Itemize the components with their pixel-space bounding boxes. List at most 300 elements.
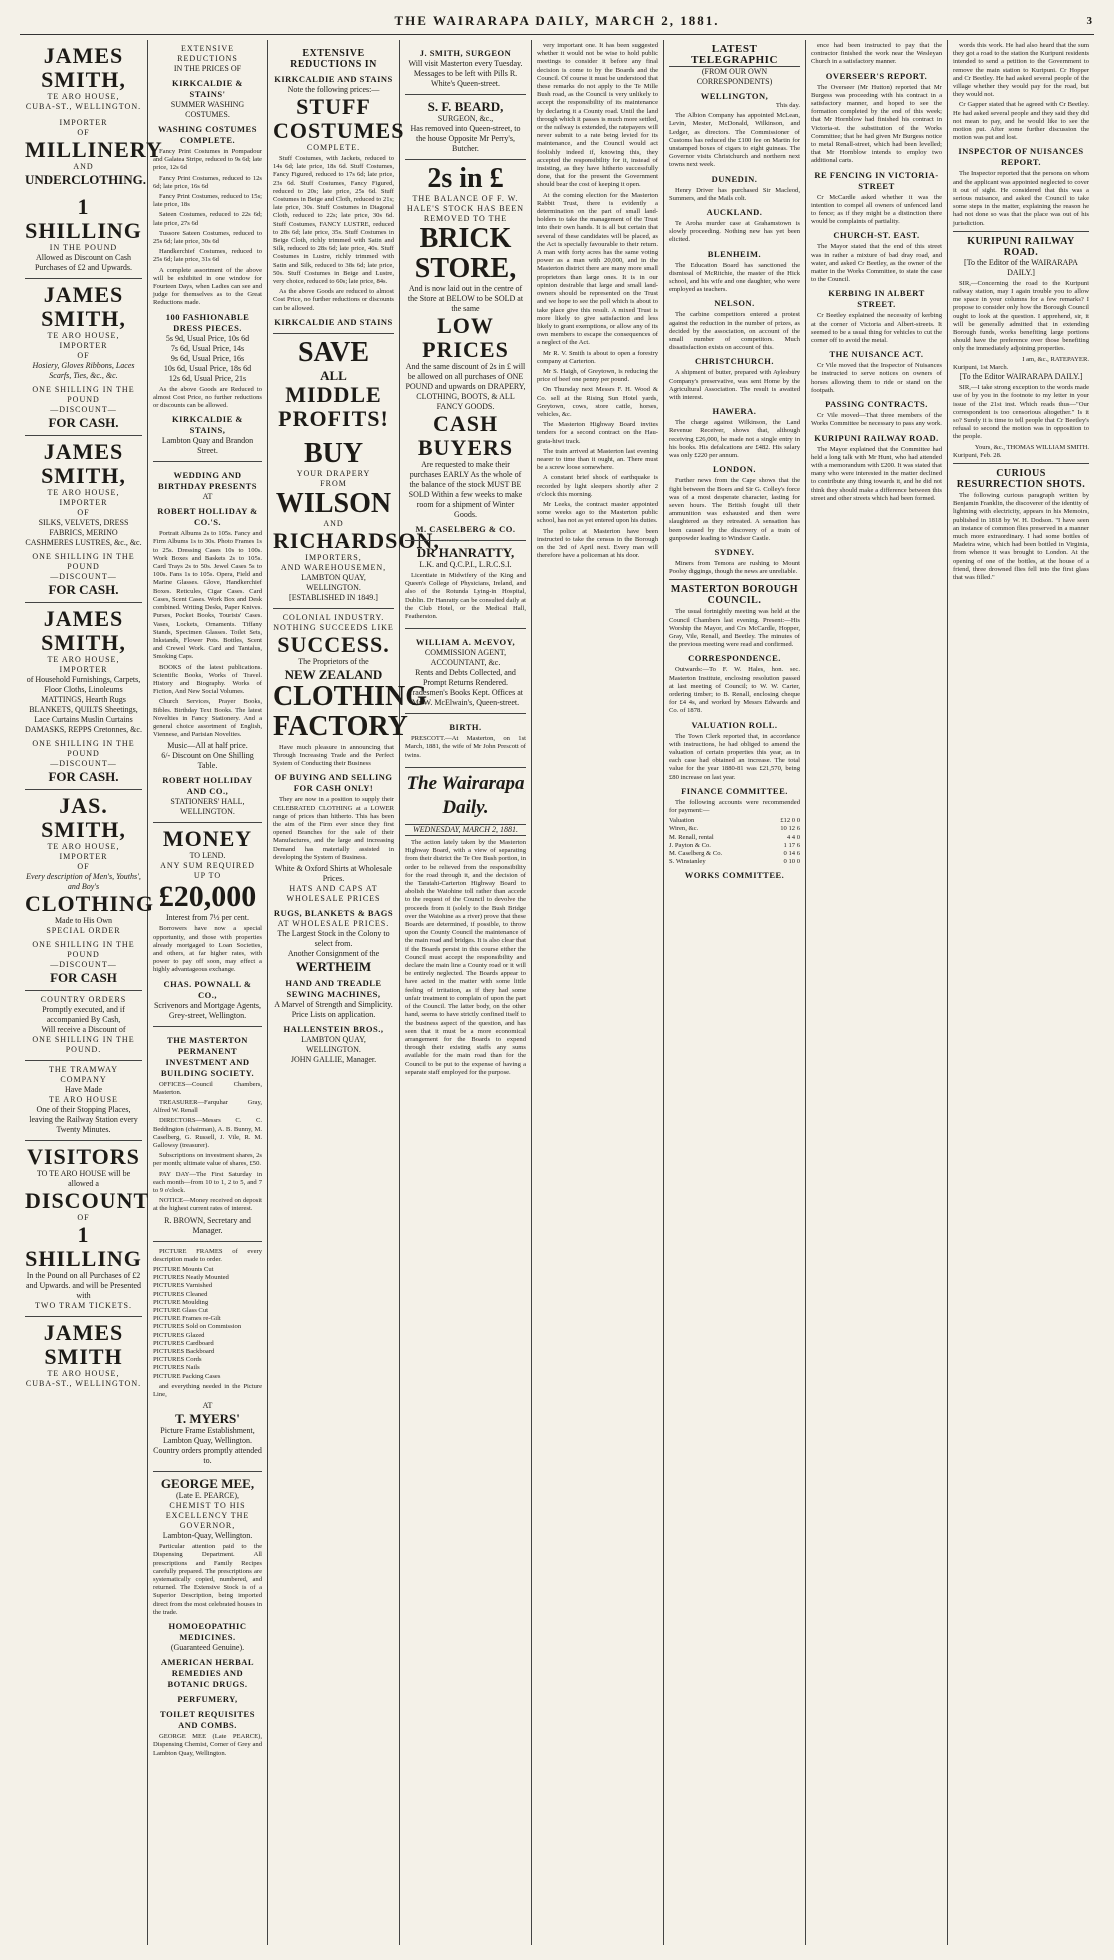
- manager: JOHN GALLIE, Manager.: [290, 1055, 377, 1065]
- article-text: At the coming election for the Masterton Rabbit Trust, there is evidently a determination on the part of small land-holders to take the management of the Trust into their own hands. It is all but certain that several of these candidates will be placed, as the Act is specially favourable to their return. A man with forty acres has the same voting power as a man with 20,000, and in the Masterton district there are many more small proprietors than large ones. It is in our opinion desirable that large and small land-owners should be represented on the Trust and we hope to see the poll which is about to take place give this result. A mixed Trust is more likely to give satisfaction and less likely to grant exemptions, or allow any of its own members to escape the consequences of a neglect of the Act.: [537, 191, 658, 347]
- wholesale: AT WHOLESALE PRICES.: [277, 919, 390, 929]
- money-firm: CHAS. POWNALL & CO.,: [163, 978, 252, 1000]
- sydney-head: SYDNEY.: [714, 546, 755, 557]
- ad-wilson-richardson: [273, 334, 440, 609]
- largest: The Largest Stock in the Colony to select from.: [277, 929, 390, 949]
- complete: COMPLETE.: [306, 143, 361, 152]
- ad-of: OF: [77, 351, 90, 360]
- hawera-head: HAWERA.: [712, 406, 757, 417]
- chemist-sub: (Late E. PEARCE),: [175, 1491, 240, 1501]
- news-item: Mr S. Haigh, of Greytown, is reducing the price of beef one penny per pound.: [537, 367, 658, 384]
- ad-cash: FOR CASH.: [48, 582, 119, 597]
- ad-discount: —DISCOUNT—: [50, 405, 117, 414]
- success: SUCCESS.: [277, 631, 390, 657]
- buying: OF BUYING AND SELLING FOR CASH ONLY!: [274, 772, 393, 794]
- warehouse: AND WAREHOUSEMEN,: [280, 562, 387, 572]
- passing-head: PASSING CONTRACTS.: [825, 399, 928, 410]
- nelson-body: The carbine competitors entered a protest against the reduction in the number of prizes, as decided by the association, on account of the small number of competitors. Much dissatisfaction exists on account of this.: [669, 311, 800, 352]
- ad-silks: [25, 436, 142, 603]
- news-item: Mr Leeks, the contract master appointed some weeks ago to the Masterton public school, has not as yet entered upon his duties.: [537, 500, 658, 525]
- beard-title: SURGEON, &c.,: [437, 114, 494, 123]
- account-amount: 1 17 6: [783, 841, 800, 849]
- ad-te: TE ARO HOUSE: [49, 1095, 118, 1104]
- picture-item: PICTURE Glass Cut: [153, 1307, 208, 1315]
- ad-goods: Hosiery, Gloves Ribbons, Laces Scarfs, Ties, &c., &c.: [32, 361, 135, 380]
- ad-promptly: Promptly executed, and if accompanied By Cash,: [42, 1005, 125, 1024]
- balance: THE BALANCE OF F. W. HALE'S STOCK HAS BEEN REMOVED TO THE: [406, 194, 525, 223]
- ad-have: Have Made: [64, 1085, 103, 1094]
- account-item: M. Renall, rental: [669, 833, 714, 841]
- letter-body: SIR,—Concerning the road to the Kuripuni railway station, may I again trouble you to allow me space in your columns for a few remarks? I propose to consider only how the Borough Council ought to look at the question. I apprehend, sir, it will be generally admitted that in extending Borough funds, works benefiting large portions should have the preference over those benefiting only the immediately adjoining properties.: [953, 279, 1089, 353]
- picture-item: PICTURES Glazed: [153, 1331, 205, 1339]
- ad-discount: —DISCOUNT—: [50, 960, 117, 969]
- kuripuni-body: The Mayor explained that the Committee had held a long talk with Mr Hunt, who had attended with a memorandum with £200. It was stated that many who were interested in the matter declined to contribute any thing towards it, and he did not think they should make a difference between this street and other streets which had been formed.: [811, 445, 942, 502]
- wedding-at: AT: [202, 492, 213, 502]
- birth-notice: [405, 714, 526, 768]
- kuripuni-head: KURIPUNI RAILWAY ROAD.: [814, 432, 939, 443]
- wertheim: WERTHEIM: [295, 959, 372, 975]
- cash-note: Are requested to make their purchases EARLY As the whole of the balance of the stock MUST BE SOLD Within a few weeks to make room for a shipment of Winter Goods.: [408, 460, 523, 519]
- firm: M. CASELBERG & CO.: [415, 524, 516, 534]
- wellington-day: This day.: [775, 102, 800, 109]
- ad-name: JAMES SMITH,: [41, 282, 126, 331]
- account-row: [669, 850, 800, 858]
- ad-visitors-title: VISITORS: [27, 1144, 140, 1169]
- church-head: CHURCH-ST. EAST.: [833, 230, 920, 241]
- head: EXTENSIVE REDUCTIONS IN: [290, 48, 377, 70]
- valuation-body: The Town Clerk reported that, in accordance with instructions, he had obliged to amend the valuation of certain properties this year, as in each case had obtained an increase. The total value for the year 1880-81 was £21,570, being £80 increase on last year.: [669, 732, 800, 781]
- ad-cash: FOR CASH.: [48, 769, 119, 784]
- column-6: [664, 40, 806, 1945]
- ad-of: OF: [77, 862, 90, 871]
- letter-sign: I am, &c., RATEPAYER.: [1022, 355, 1089, 363]
- ad-importer: IMPORTER: [59, 118, 108, 127]
- ad-one: One of their Stopping Places, leaving the Railway Station every Twenty Minutes.: [29, 1105, 138, 1134]
- ad-of: OF: [77, 128, 90, 137]
- ad-goods: SILKS, VELVETS, DRESS FABRICS, MERINO CASHMERES LUSTRES, &c., &c.: [25, 518, 142, 547]
- picture-item: PICTURES Cardboard: [153, 1339, 214, 1347]
- homeopathic: HOMOEOPATHIC MEDICINES.: [168, 1621, 247, 1643]
- ad-line1: CLOTHING: [25, 891, 155, 916]
- pictures-head: PICTURE FRAMES of every description made to order.: [153, 1247, 262, 1263]
- ad-importer: IMPORTER: [59, 852, 108, 861]
- ad-place: TE ARO HOUSE,: [47, 1369, 120, 1378]
- firm-sub: SUMMER WASHING COSTUMES.: [170, 100, 245, 119]
- price: 2s in £: [427, 163, 504, 194]
- account-row: [669, 858, 800, 866]
- hallen: HALLENSTEIN BROS.,: [283, 1024, 384, 1035]
- proprietors: The Proprietors of the: [298, 656, 369, 666]
- auckland-body: Te Aroha murder case at Grahamstown is slowly proceeding. Nothing new has yet been elicited.: [669, 220, 800, 244]
- ad-offer: ONE SHILLING IN THE POUND: [32, 940, 135, 959]
- ad-stuff-costumes: [273, 40, 405, 334]
- picture-item: PICTURE Frames re-Gilt: [153, 1315, 221, 1323]
- reductions-sub: IN THE PRICES OF: [173, 64, 242, 73]
- ad-clothing-factory: [273, 609, 428, 1070]
- christchurch-head: CHRISTCHURCH.: [695, 356, 774, 367]
- toilet: TOILET REQUISITES AND COMBS.: [160, 1709, 255, 1731]
- hanratty-title: L.K. and Q.C.P.I., L.R.C.S.I.: [419, 560, 512, 569]
- ad-footer-smith: [25, 1317, 142, 1394]
- and: AND: [323, 518, 344, 528]
- letter2-to: [To the Editor WAIRARAPA DAILY.]: [959, 372, 1083, 382]
- ad-visitors: [25, 1141, 150, 1317]
- birth-head: BIRTH.: [449, 722, 482, 733]
- dunedin-head: DUNEDIN.: [711, 173, 758, 184]
- hanratty-name: DR HANRATTY,: [416, 545, 515, 560]
- colonial: COLONIAL INDUSTRY.: [282, 612, 385, 622]
- myers-sub: Picture Frame Establishment, Lambton Quay, Wellington. Country orders promptly attended to.: [153, 1426, 262, 1466]
- picture-item: PICTURES Cleaned: [153, 1290, 208, 1298]
- importers: IMPORTERS,: [305, 552, 362, 562]
- white: White & Oxford Shirts at Wholesale Prices.: [275, 864, 392, 884]
- news-item: The police at Masterton have been instructed to take the census in the Borough on the 3rd of April next. Every man will therefore have a policeman at his door.: [537, 527, 658, 560]
- myers-title: T. MYERS': [175, 1411, 240, 1427]
- dunedin-body: Henry Driver has purchased Sir Macleod, Summers, and the Mails colt.: [669, 186, 800, 202]
- account-item: S. Winstanley: [669, 858, 706, 866]
- nuisance-body: Cr Vile moved that the Inspector of Nuisances be instructed to serve notices on owners of horses allowing them to ride or stand on the footpath.: [811, 362, 942, 394]
- column-1: [20, 40, 163, 1945]
- firm2-addr: Lambton Quay and Brandon Street.: [161, 436, 254, 456]
- rugs: RUGS, BLANKETS & BAGS: [273, 908, 394, 919]
- ad-place: TE ARO HOUSE,: [47, 331, 120, 340]
- wellington-body: The Albion Company has appointed McLean, Levin, Mester, McDonald, Wilkinson, and Ledger, as directors. The Commissioner of Customs has reduced the £100 fee on Martin for unstamped boxes of cigars to eight guineas. The Governor visits Christchurch and northern next towns next week.: [669, 112, 800, 169]
- item: Fancy Print Costumes, reduced to 15s; late price, 18s: [153, 193, 262, 209]
- building-directors: DIRECTORS—Messrs C. C. Beddington (chairman), A. B. Bunny, M. Caselberg, G. Russell, J. Vile, R. M. Gallowsy (treasurer).: [153, 1117, 262, 1149]
- blenheim-body: The Education Board has sanctioned the dismissal of McRitchie, the master of the Hick school, and his wife and one daughter, who were employed as teachers.: [669, 261, 800, 294]
- council-head: MASTERTON BOROUGH COUNCIL.: [670, 584, 799, 607]
- ad-name: JAMES SMITH,: [41, 439, 126, 488]
- homeopathic-sub: (Guaranteed Genuine).: [170, 1643, 245, 1653]
- items: Stuff Costumes, with Jackets, reduced to 14s 6d; late price, 18s 6d. Stuff Costumes, Fancy Figured, reduced to 17s 6d; late price, 23s 6d. Stuff Costumes, Fancy Figured, reduced to 20s; late price, 25s 6d. Stuff Costumes in Beige and Cloth, reduced to 21s; late price, 30s. Stuff Costumes in Diagonal Cloth, reduced to 22s; late price, 30s 6d. Stuff Costumes, FANCY LUSTRE, reduced to 28s 6d; late price, 35s. Stuff Costumes in Beige Cloth, richly trimmed with Satin and Silk, reduced to 28s 6d; late price, 40s. Stuff Costumes in Lustre, richly trimmed with Satin and Silk, reduced to 38s 6d; late price, 50s. Stuff Costumes in Beige and Lustre, very choice, reduced to 60s; late price, 84s.: [273, 155, 394, 286]
- nuisances-body: The Inspector reported that the persons on whom and the applicant was appointed neglected to cover it out of sight. He considered that this was a serious nuisance, and asked the Council to take some steps in the matter, explaining the reason he had not done so was that the place was out of his jurisdiction.: [953, 170, 1089, 227]
- stuff: STUFF COSTUMES: [273, 94, 405, 143]
- ad-building-society: [153, 1027, 262, 1242]
- passing-body: Cr Vile moved—That three members of the Works Committee be necessary to pass any work.: [811, 412, 942, 428]
- ad-offer: ONE SHILLING IN THE POUND: [32, 385, 135, 404]
- ad-country-orders: [25, 991, 142, 1061]
- works-head: WORKS COMMITTEE.: [684, 870, 785, 881]
- overseer-body: The Overseer (Mr Hutton) reported that Mr Burgess was proceeding with his contract in a satisfactory manner, and hoped to see the formation completed by the end of this week; that Mr Hornblow had finished his contract in Victoria-st. the substitution of the Works Committee; that he had given Mr Burgess notice to metal Renall-street, which had been levelled; that Mr Hornblow intends to employ two additional carts.: [811, 83, 942, 165]
- ad-line1: MILLINERY: [25, 137, 163, 162]
- ad-line3: UNDERCLOTHING.: [25, 172, 146, 187]
- money-any: ANY SUM REQUIRED UP TO: [160, 861, 255, 881]
- ad-offer: ONE SHILLING IN THE POUND: [32, 552, 135, 571]
- item: Sateen Costumes, reduced to 22s 6d; late price, 27s 6d: [153, 211, 262, 227]
- ad-line2: AND: [73, 162, 94, 171]
- clothing: CLOTHING: [273, 680, 428, 712]
- music: Music—All at half price.: [167, 741, 248, 751]
- richardson: RICHARDSON,: [273, 527, 440, 553]
- building-office: OFFICES—Council Chambers, Masterton.: [153, 1080, 262, 1096]
- money-firm-sub: Scrivenors and Mortgage Agents, Grey-street, Wellington.: [153, 1000, 262, 1020]
- brick-note: And is now laid out in the centre of the Store at BELOW to be SOLD at the same: [407, 284, 524, 313]
- mcevoy-name: WILLIAM A. McEVOY,: [415, 637, 516, 648]
- ad-place: TE ARO HOUSE,: [47, 488, 120, 497]
- ad-discount: DISCOUNT: [25, 1188, 150, 1213]
- column-4: [400, 40, 532, 1945]
- picture-item: PICTURE Mounts Cut: [153, 1266, 214, 1274]
- letter-to: [To the Editor of the WAIRARAPA DAILY.]: [964, 257, 1078, 277]
- ad-importer: IMPORTER: [59, 341, 108, 350]
- ad-place: TE ARO HOUSE,: [47, 655, 120, 664]
- valuation-head: VALUATION ROLL.: [691, 719, 778, 730]
- firm: KIRKCALDIE & STAINS': [172, 78, 243, 99]
- building-head: THE MASTERTON PERMANENT INVESTMENT AND BUILDING SOCIETY.: [160, 1034, 255, 1078]
- blenheim-head: BLENHEIM.: [707, 248, 762, 259]
- from: FROM: [320, 478, 347, 488]
- firm2: KIRKCALDIE AND STAINS: [274, 316, 393, 327]
- dress: 10s 6d, Usual Price, 18s 6d: [163, 363, 252, 373]
- christchurch-body: A shipment of butter, prepared with Aylesbury Company's preservative, was sent Home by the Agricultural Association. The result is awaited with interest.: [669, 369, 800, 402]
- paper-title: The Wairarapa Daily.: [406, 772, 525, 818]
- music-note: 6/- Discount on One Shilling Table.: [161, 751, 254, 771]
- news-item: On Thursday next Messrs F. H. Wood & Co. sell at the Rising Sun Hotel yards, Greytown, cows, store cattle, horses, vehicles, &c.: [537, 386, 658, 418]
- sydney-body: Miners from Temora are rushing to Mount Poolsy diggings, though the news are unreliable.: [669, 559, 800, 576]
- ad-to: TO TE ARO HOUSE will be allowed a: [36, 1169, 131, 1188]
- firm: KIRKCALDIE AND STAINS: [274, 74, 393, 84]
- ad-offer: ONE SHILLING IN THE POUND: [32, 739, 135, 758]
- article-text: very important one. It has been suggested whether it would not be wise to hold public meetings to consider it before any final decision is come to by the Boards and the Council. Of course it must be understood that these remarks do not apply to the Te Mille Bush road, as the Council is very unlikely to accept the responsibility of its maintenance by declaring it a County road. Until the land through which it passes is much more settled, or the railway is extended, the ratepayers will never submit to a rate being levied for its maintenance, and the Council would act foolishly indeed if, knowing this, they accepted the responsibility for it, instead of insisting, as they have hitherto successfully done, that for the present the Government should bear the cost of keeping it open.: [537, 42, 658, 189]
- account-amount: 4 4 0: [786, 833, 800, 841]
- ad-money: [153, 823, 262, 1026]
- item: Handkerchief Costumes, reduced to 25s 6d; late price, 31s 6d: [153, 248, 262, 264]
- money-amount: £20,000: [158, 880, 257, 914]
- masthead-title: THE WAIRARAPA DAILY, MARCH 2, 1881.: [394, 13, 720, 28]
- kerbing-body: Cr Beetley explained the necessity of kerbing at the corner of Victoria and Albert-streets. It seemed to be a usual thing for vehicles to cut the corner off to avoid the metal.: [811, 312, 942, 345]
- nuisance-head: THE NUISANCE ACT.: [829, 349, 924, 360]
- telegraphic-head: LATEST TELEGRAPHIC: [669, 44, 800, 67]
- picture-item: PICTURES Neatly Mounted: [153, 1274, 229, 1282]
- ad-hanratty: [405, 541, 526, 629]
- myers-at: AT: [202, 1401, 213, 1411]
- ad-importer: IMPORTER: [59, 498, 108, 507]
- ad-orders: COUNTRY ORDERS: [40, 995, 127, 1004]
- ad-importer: IMPORTER: [59, 665, 108, 674]
- news-item: The train arrived at Masterton last evening nearer to time than it ought, an. There must be a screw loose somewhere.: [537, 447, 658, 472]
- money-interest: Interest from 7½ per cent.: [165, 913, 250, 923]
- dresses-note: As the above Goods are Reduced to almost Cost Price, no further reductions or discounts can be allowed.: [153, 385, 262, 410]
- ad-name: JAMES SMITH: [43, 1320, 124, 1369]
- account-row: [669, 842, 800, 850]
- picture-item: PICTURES Sold on Commission: [153, 1323, 242, 1331]
- ad-offer: ONE SHILLING IN THE POUND.: [32, 1035, 135, 1054]
- ad-name: JAS. SMITH,: [41, 793, 126, 842]
- dress: 7s 6d, Usual Price, 14s: [170, 343, 245, 353]
- brick: BRICK STORE,: [414, 223, 517, 284]
- ad-street: CUBA-ST., WELLINGTON.: [25, 1379, 142, 1388]
- hallen-addr: LAMBTON QUAY, WELLINGTON.: [301, 1035, 366, 1055]
- firm3: ROBERT HOLLIDAY AND CO.,: [162, 775, 253, 797]
- ad-hosiery: [25, 279, 142, 436]
- curious-head: CURIOUS RESURRECTION SHOTS.: [956, 467, 1086, 490]
- account-item: M. Caselberg & Co.: [669, 850, 723, 857]
- ad-place: TE ARO HOUSE,: [47, 92, 120, 101]
- ad-millinery: [25, 40, 163, 279]
- ad-of: OF: [77, 1213, 90, 1222]
- item: Fancy Print Costumes, reduced to 12s 6d; late price, 16s 6d: [153, 174, 262, 190]
- news-item: A constant brief shock of earthquake is recorded by light sleepers shortly after 2 o'clock this morning.: [537, 474, 658, 498]
- columns: [20, 40, 1094, 1945]
- account-amount: 0 14 6: [783, 850, 800, 857]
- ad-goods: of Household Furnishings, Carpets, Floor Cloths, Linoleums MATTINGS, Hearth Rugs BLANKETS, QUILTS Sheetings, Lace Curtains Muslin Curtains DAMASKS, REPPS Cretonnes, &c.: [25, 675, 142, 734]
- ad-inpound: In the Pound on all Purchases of £2 and Upwards. and will be Presented with: [25, 1271, 142, 1300]
- item: Tussore Sateen Costumes, reduced to 25s 6d; late price, 30s 6d: [153, 229, 262, 246]
- ad-brick-store: [405, 160, 526, 541]
- agency: Another Consignment of the: [287, 949, 380, 959]
- picture-item: PICTURES Nails: [153, 1364, 200, 1372]
- complete: WASHING COSTUMES COMPLETE.: [158, 124, 257, 145]
- ad-discount: —DISCOUNT—: [50, 759, 117, 768]
- middle: MIDDLE PROFITS!: [278, 381, 389, 431]
- picture-item: PICTURE Packing Cases: [153, 1372, 221, 1380]
- low: LOW PRICES: [422, 313, 509, 362]
- ad-name: JAMES SMITH,: [41, 606, 126, 655]
- reductions-head: EXTENSIVE REDUCTIONS: [177, 44, 238, 63]
- dress: 12s 6d, Usual Price, 21s: [168, 373, 247, 383]
- ad-surgeon-smith: [405, 40, 526, 95]
- picture-item: PICTURE Moulding: [153, 1298, 209, 1306]
- news-item: The Masterton Highway Board invites tenders for a second contract on the Hau-grata-hiwi track.: [537, 421, 658, 445]
- money-sub: TO LEND.: [189, 851, 226, 861]
- ad-chemist: [153, 1472, 262, 1764]
- column-5: [532, 40, 664, 1945]
- council-cont: words this work. He had also heard that the sum they got a road to the station the Kuripuni residents intended to send a petition to the Government to remove the main station to Kuripuni. Cr Hopper and Cr Beetley. He had asked several people of the village whether they would pay for the road, but they would not.: [953, 42, 1089, 99]
- letter2-place: Kuripuni, Feb. 28.: [953, 451, 1002, 459]
- account-item: Valuation: [669, 817, 695, 825]
- note: Note the following prices:—: [287, 85, 380, 94]
- news-item: Mr R. V. Smith is about to open a forestry company at Carterton.: [537, 349, 658, 365]
- picture-item: PICTURES Backboard: [153, 1348, 215, 1356]
- account-item: Wiren, &c.: [669, 825, 699, 833]
- chemist-addr: Lambton-Quay, Wellington.: [162, 1531, 253, 1541]
- council-cont: ence had been instructed to pay that the contractor finished the work near the Wesleyan Church in a satisfactory manner.: [811, 42, 942, 66]
- leader-article: The action lately taken by the Masterton Highway Board, with a view of separating from their district the Te Ore Bush portion, in order to be relieved from the responsibility for the road through it, and the decision of the Taratahi-Carterton Highway Board to abolish the Waiohine toll rather than accede to the request of the Council to devolve the proceeds from it (solely to the Bush Bridge over the Waiohine as a river) prove that these Boards are determined, if possible, to throw upon the County Council the maintenance of the main road and bridges. It is also clear that if the Boards persist in this course either the Council must accept the responsibility and declare the main line a County road or it will be entirely neglected. The Boards appear to have acted in the matter with some little feeling of irritation, as if they had some unfair treatment to complain of upon the part of the Council. The latter body, on the other hand, seems to have strictly confined itself to the business aspect of the question, and has seen that it must be a more economical arrangement for the Boards to expend through their existing staffs any sums available for the main road than for the Council to be put to the expense of having a separate staff employed for the purpose.: [405, 839, 526, 1076]
- marvel: A Marvel of Strength and Simplicity. Price Lists on application.: [274, 1000, 393, 1020]
- dress: 9s 6d, Usual Price, 16s: [170, 353, 245, 363]
- item: Fancy Print Costumes in Pompadour and Galatea Stripe, reduced to 9s 6d; late price, 12s 6d: [153, 148, 262, 172]
- money-note: Borrowers have now a special opportunity, and those with properties already mortgaged to Loan Societies, and others, at far higher rates, with power to pay off soon, may effect a highly advantageous exchange.: [153, 925, 262, 974]
- account-row: [669, 817, 800, 825]
- council-body: The usual fortnightly meeting was held at the Council Chambers last evening. Present:—His Worship the Mayor, and Crs McCardle, Hopper, Gray, Vile, Renall, and Beetley. The minutes of the previous meeting were read and confirmed.: [669, 608, 800, 649]
- building-notice: NOTICE—Money received on deposit at the highest current rates of interest.: [153, 1197, 262, 1213]
- money-title: MONEY: [162, 826, 253, 852]
- dress: 5s 9d, Usual Price, 10s 6d: [165, 333, 250, 343]
- ad-tramway: [25, 1061, 142, 1141]
- victoria-head: RE FENCING IN VICTORIA-STREET: [814, 169, 939, 191]
- mcevoy-body: Rents and Debts Collected, and Prompt Returns Rendered. Tradesmen's Books Kept. Offices at Mr W. McElwain's, Queen-street.: [408, 668, 523, 708]
- firm3-addr: STATIONERS' HALL, WELLINGTON.: [170, 797, 245, 817]
- correspondence-body: Outwards:—To F. W. Hales, hon. sec. Masterton Institute, enclosing resolution passed at last meeting of Council; to W. W. Carter, ordering timber; to B. Renall, enclosing cheque for £4 4s, and worked by Messrs Edwards and Co. of 1878.: [669, 666, 800, 715]
- victoria-body: Cr McCardle asked whether it was the intention to compel all owners of unfenced land to fence; as if they might be a distinction there would be complaints of partiality.: [811, 193, 942, 226]
- ad-discount: —DISCOUNT—: [50, 572, 117, 581]
- column-2: [148, 40, 268, 1945]
- auckland-head: AUCKLAND.: [706, 207, 763, 218]
- ad-company: THE TRAMWAY COMPANY: [48, 1065, 118, 1084]
- london-body: Further news from the Cape shows that the fight between the Boers and Sir G. Colley's force was of a most desperate character, lasting for seven hours. The British fought till their ammunition was exhausted and then were slaughtered as they retreated. A sensation has been caused by the discovery of a train of gunpowder leading to Windsor Castle.: [669, 477, 800, 542]
- firm2: KIRKCALDIE & STAINS,: [172, 414, 243, 436]
- beard-note: Has removed into Queen-street, to the house Opposite Mr Perry's, Butcher.: [410, 124, 521, 153]
- account-row: [669, 825, 800, 833]
- all: ALL: [320, 367, 347, 383]
- chemist-name: GEORGE MEE,: [160, 1476, 255, 1492]
- ad-tickets: TWO TRAM TICKETS.: [35, 1301, 132, 1310]
- ad-of: OF: [77, 508, 90, 517]
- letter-place: Kuripuni, 1st March.: [953, 363, 1009, 371]
- hats: HATS AND CAPS AT WHOLESALE PRICES: [286, 884, 381, 904]
- london-head: LONDON.: [713, 464, 756, 475]
- church-body: The Mayor stated that the end of this street was in rather a mixture of bad dray road, and water, and asked Cr Beetley, as the owner of the matter in the Works Committee, to state the case to the Council.: [811, 243, 942, 284]
- account-row: [669, 834, 800, 842]
- building-treasurer: TREASURER—Farquhar Gray, Alfred W. Renall: [153, 1098, 262, 1115]
- est: [ESTABLISHED IN 1849.]: [289, 592, 378, 602]
- factory-body: Have much pleasure in announcing that Through Increasing Trade and the Perfect System of Conducting their Business: [273, 743, 394, 768]
- correspondence-head: CORRESPONDENCE.: [688, 653, 781, 664]
- hawera-body: The charge against Wilkinson, the Land Revenue Receiver, shows that, although receiving £26,000, he made not a single entry in his books. His defalcations are £482. His salary was only £220 per annum.: [669, 419, 800, 460]
- building-subs: Subscriptions on investment shares, 2s per month; ultimate value of shares, £50.: [153, 1152, 262, 1168]
- mcevoy-title: COMMISSION AGENT, ACCOUNTANT, &c.: [424, 648, 507, 668]
- dresses-head: 100 FASHIONABLE DRESS PIECES.: [165, 311, 250, 333]
- ad-wedding-presents: [153, 462, 262, 823]
- hanratty-body: Licentiate in Midwifery of the King and Queen's College of Physicians, Ireland, and also of the Rotunda Lying-in Hospital, Dublin. Dr Hanratty can be consulted daily at the Club Hotel, or the Medical Hall, Featherston.: [405, 572, 526, 621]
- sewing: HAND AND TREADLE SEWING MACHINES,: [285, 978, 382, 1000]
- ad-offer: 1 SHILLING: [25, 194, 142, 243]
- building-sec: R. BROWN, Secretary and Manager.: [164, 1215, 251, 1235]
- ad-offer: 1 SHILLING: [25, 1222, 142, 1271]
- american: AMERICAN HERBAL REMEDIES AND BOTANIC DRUGS.: [160, 1657, 255, 1690]
- nelson-head: NELSON.: [714, 298, 755, 309]
- building-payday: PAY DAY—The First Saturday in each month—from 10 to 1, 2 to 5, and 7 to 9 o'clock.: [153, 1170, 262, 1194]
- wellington-head: WELLINGTON,: [700, 91, 769, 101]
- wedding-items: Portrait Albums 2s to 105s. Fancy and Firm Albums 1s to 30s. Photo Frames 1s to 25s. Dressing Cases 10s to 100s. Work Boxes and Baskets 2s to 105s. Card Trays 2s to 50s. Jewel Cases 5s to 100s. Fans 1s to 105s. Opera, Field and Marine Glasses. Glove, Handkerchief Boxes. Reticules, Cigar Cases. Card Cases, Scent Cases. Work Box and Desk combined. Writing Desks, Paper Knives. Purses, Pocket Books, Tourists' Cases. Vases, Lockets, Ornaments. Tiffany Stands, Specimen Glasses. Toilet Sets, Inkstands, Flower Pots. Bottles, Scent and Crewel Work. Card and Tantalus, Smoking Caps.: [153, 530, 262, 661]
- accounts-list: [669, 817, 800, 866]
- nothing: NOTHING SUCCEEDS LIKE: [273, 622, 394, 632]
- wilson: WILSON: [275, 487, 392, 519]
- kerbing-head: KERBING IN ALBERT STREET.: [828, 288, 925, 310]
- ad-cash: FOR CASH.: [48, 415, 119, 430]
- account-item: J. Payton & Co.: [669, 841, 711, 849]
- ad-surgeon-beard: [405, 95, 526, 160]
- wedding-head: WEDDING AND BIRTHDAY PRESENTS: [158, 470, 257, 492]
- ad-offer2: IN THE POUND: [49, 243, 118, 252]
- ad-place: TE ARO HOUSE,: [47, 842, 120, 851]
- ad-street: CUBA-ST., WELLINGTON.: [25, 102, 142, 111]
- finance-head: FINANCE COMMITTEE.: [681, 785, 788, 796]
- addr: LAMBTON QUAY, WELLINGTON.: [301, 572, 366, 592]
- ad-goods: Every description of Men's, Youths', and Boy's: [26, 872, 141, 891]
- cash: CASH BUYERS: [417, 411, 514, 460]
- beard-name: S. F. BEARD,: [427, 99, 504, 114]
- ad-made: Made to His Own: [54, 916, 113, 925]
- column-8: [948, 40, 1094, 1945]
- overseer-head: OVERSEER'S REPORT.: [825, 70, 928, 81]
- picture-item: PICTURES Cords: [153, 1356, 202, 1364]
- railway-head: KURIPUNI RAILWAY ROAD.: [967, 235, 1075, 258]
- ad-furnishings: [25, 603, 142, 790]
- ad-note: Allowed as Discount on Cash Purchases of £2 and Upwards.: [34, 253, 133, 272]
- birth-body: PRESCOTT.—At Masterton, on 1st March, 1881, the wife of Mr John Prescott of twins.: [405, 735, 526, 759]
- pictures-note: and everything needed in the Picture Line,: [153, 1382, 262, 1399]
- ad-mcevoy: [405, 629, 526, 714]
- ad-washing-costumes: [153, 40, 262, 462]
- perfumery: PERFUMERY,: [177, 1694, 238, 1705]
- wedding-firm: ROBERT HOLLIDAY & CO.'S.: [157, 506, 258, 528]
- chemist-end: GEORGE MEE (Late PEARCE), Dispensing Chemist, Corner of Grey and Lambton Quay, Wellington.: [153, 1733, 262, 1757]
- buy: BUY: [303, 437, 364, 469]
- your: YOUR DRAPERY: [296, 468, 371, 478]
- curious-body: The following curious paragraph written by Benjamin Franklin, the discoverer of the identity of lightning with electricity, appears in his Memoirs, published in 1818 by W. H. Dodson. "I have seen an instance of common flies preserved in a manner much more extraordinary. I had some bottles of Madeira wine, which had been bottled in Virginia, from whence it was brought to London. At the opening of one of the bottles, at the house of a friend, three drowned flies fell into the first glass that was filled.": [953, 491, 1089, 581]
- page-number: 3: [1086, 15, 1094, 27]
